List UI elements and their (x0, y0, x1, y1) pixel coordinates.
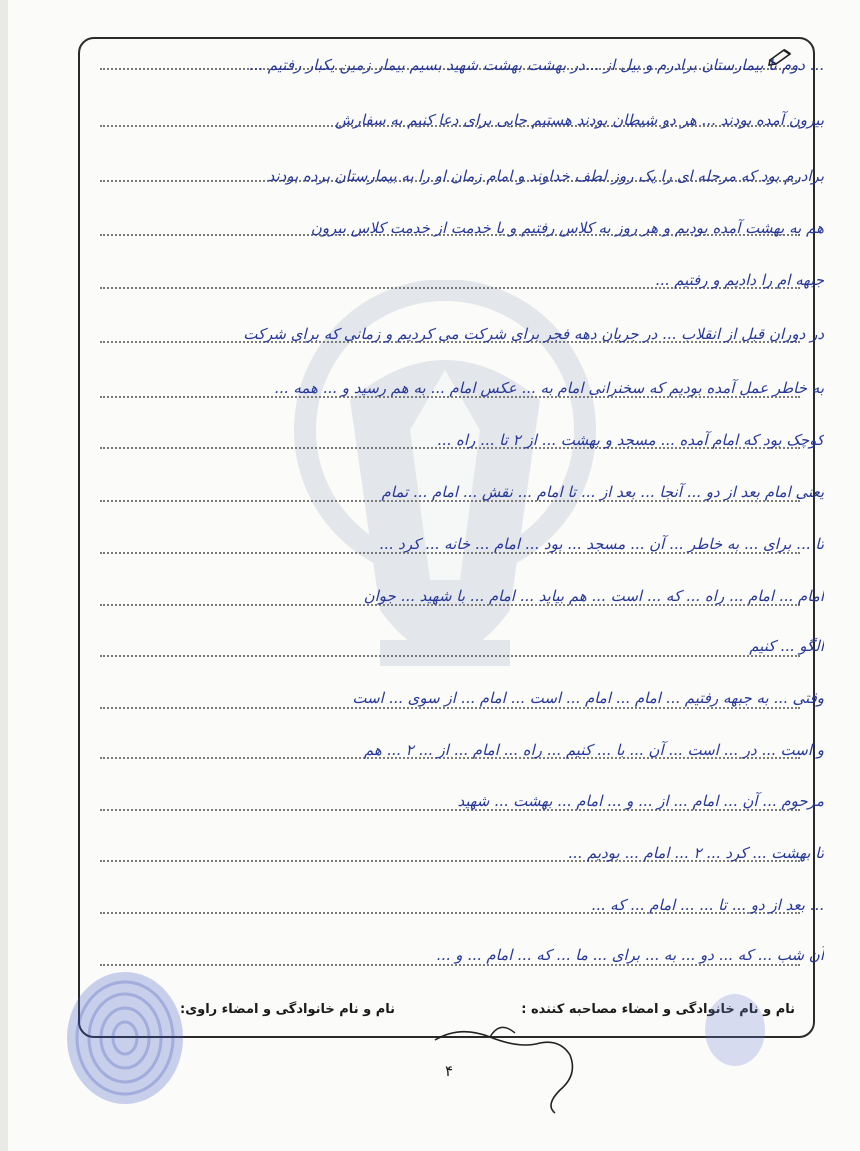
handwritten-line: بیرون آمده بودند ... هر دو شیطان بودند هستیم جایی برای دعا کنیم به سفارش (335, 111, 824, 129)
narrator-signature-label: نام و نام خانوادگی و امضاء راوی: (180, 1002, 395, 1017)
handwritten-line: یعنی امام بعد از دو ... آنجا ... بعد از ... تا امام ... نقش ... امام ... تمام (381, 483, 824, 501)
handwritten-line: الگو ... کنیم (749, 637, 824, 655)
signature (430, 1015, 610, 1115)
handwritten-line: در دوران قبل از انقلاب ... در جریان دهه فجر برای شرکت می کردیم و زمانی که برای شرکت (243, 325, 824, 343)
interviewer-signature-label: نام و نام خانوادگی و امضاء مصاحبه کننده : (521, 1002, 795, 1017)
handwritten-line: و است ... در ... است ... آن ... با ... کنیم ... راه ... امام ... از ... ۲ ... هم (363, 741, 824, 759)
handwritten-line: هم به بهشت آمده بودیم و هر روز به کلاس رفتیم و با خدمت از خدمت کلاس بیرون (310, 219, 824, 237)
handwritten-line: کوچک بود که امام آمده ... مسجد و بهشت ... از ۲ تا ... راه ... (436, 431, 824, 449)
handwritten-line: وقتی ... به جبهه رفتیم ... امام ... امام ... است ... امام ... از سوی ... است (352, 689, 824, 707)
handwritten-line: جبهه ام را دادیم و رفتیم ... (655, 271, 824, 289)
handwritten-line: تا ... برای ... به خاطر ... آن ... مسجد ... بود ... امام ... خانه ... کرد ... (379, 535, 824, 553)
handwritten-line: ... بعد از دو ... تا ... ... امام ... که ... (591, 896, 824, 914)
fingerprint-stamp-icon (55, 960, 195, 1110)
handwritten-line: برادرم بود که مرحله ای را یک روز لطف خداوند و امام زمان او را به بیمارستان برده بودند (267, 167, 824, 185)
scan-edge (0, 0, 8, 1151)
page-number: ۴ (445, 1062, 454, 1080)
handwritten-line: تا بهشت ... کرد ... ۲ ... امام ... بودیم ... (567, 844, 824, 862)
handwritten-line: ... دوم تا بیمارستان برادرم و بیل از ...در بهشت بهشت شهید بسیم بیمار زمین یکبار رفتیم ... (248, 56, 824, 74)
fingerprint-smudge-icon (700, 990, 770, 1070)
handwritten-line: امام ... امام ... راه ... که ... است ... هم بیاید ... امام ... با شهید ... جوان (363, 587, 824, 605)
handwritten-line: مرحوم ... آن ... امام ... از ... و ... امام ... بهشت ... شهید (457, 792, 824, 810)
handwritten-line: آن شب ... که ... دو ... به ... برای ... ما ... که ... امام ... و ... (436, 946, 824, 964)
handwritten-line: به خاطر عمل آمده بودیم که سخنرانی امام به ... عکس امام ... به هم رسید و ... همه ... (274, 379, 824, 397)
